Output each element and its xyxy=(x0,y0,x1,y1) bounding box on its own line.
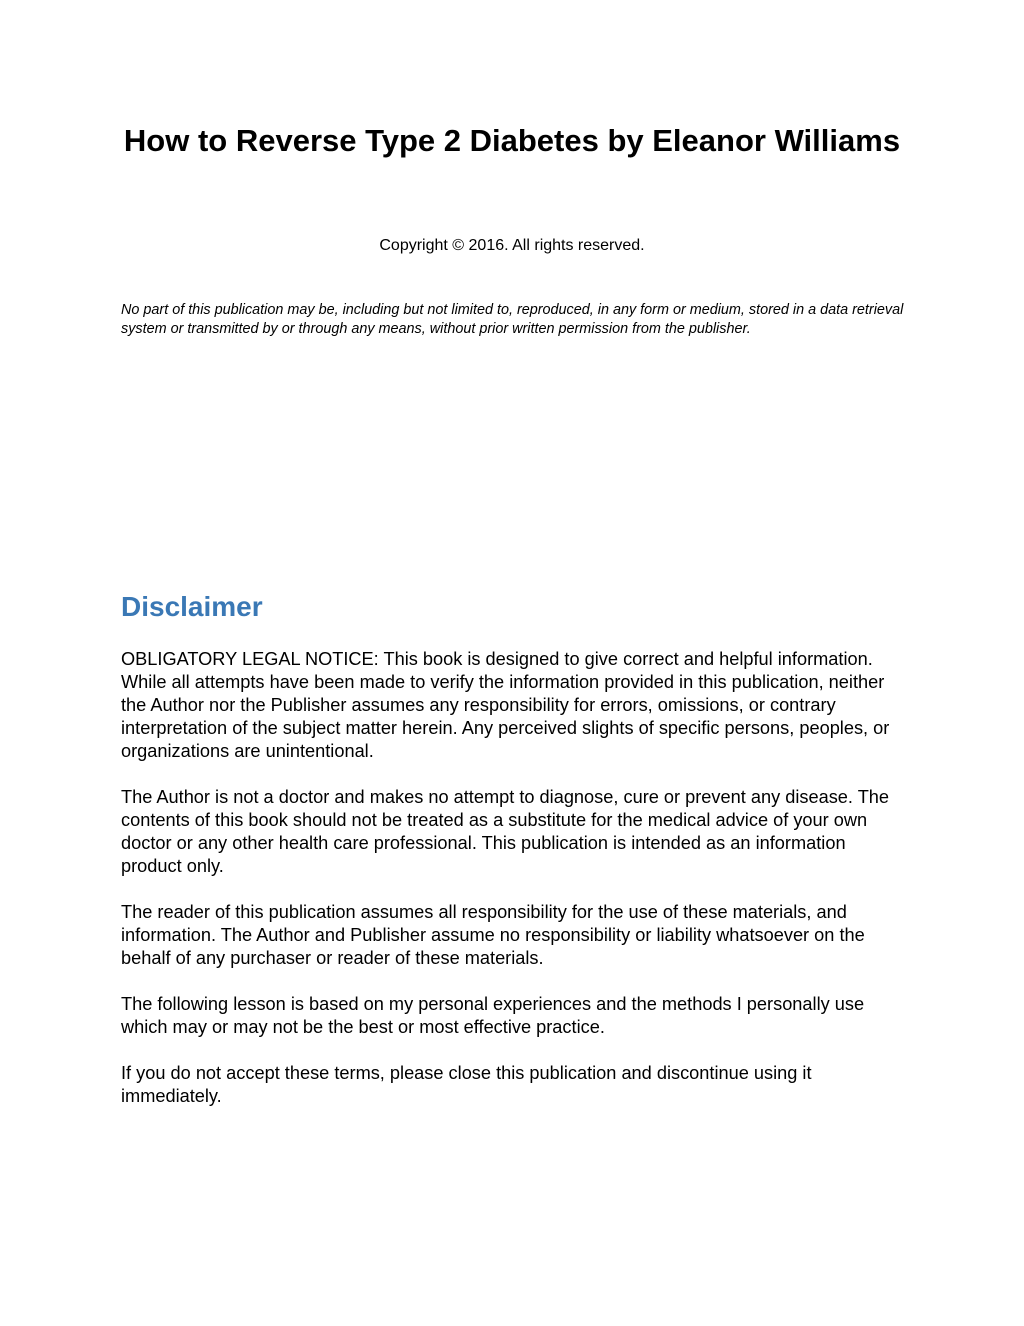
copyright-line: Copyright © 2016. All rights reserved. xyxy=(379,237,645,254)
disclaimer-paragraph-accept-terms: If you do not accept these terms, please close this publication and discontinue using it immediately. xyxy=(121,1063,812,1106)
disclaimer-heading: Disclaimer xyxy=(121,591,263,622)
disclaimer-paragraph-personal-experience: The following lesson is based on my personal experiences and the methods I personally use which may or may not be the best or most effective practice. xyxy=(121,994,865,1037)
disclaimer-paragraph-legal-notice: OBLIGATORY LEGAL NOTICE: This book is designed to give correct and helpful information. While all attempts have been made to verify the information provided in this publication, neither the Author nor the Publisher assumes any responsibility for errors, omissions, or contrary interpretation of the subject matter herein. Any perceived slights of specific persons, peoples, or organizations are unintentional. xyxy=(121,649,890,761)
disclaimer-body xyxy=(121,648,911,1131)
document-title: How to Reverse Type 2 Diabetes by Eleanor Williams xyxy=(123,123,901,158)
disclaimer-paragraph-reader-responsibility: The reader of this publication assumes all responsibility for the use of these materials, and information. The Author and Publisher assume no responsibility or liability whatsoever on the behalf of any purchaser or reader of these materials. xyxy=(121,902,865,968)
disclaimer-paragraph-not-a-doctor: The Author is not a doctor and makes no attempt to diagnose, cure or prevent any disease. The contents of this book should not be treated as a substitute for the medical advice of your own doctor or any other health care professional. This publication is intended as an information product only. xyxy=(121,787,890,876)
rights-notice: No part of this publication may be, including but not limited to, reproduced, in any form or medium, stored in a data retrieval system or transmitted by or through any means, without prior written permission from the publisher. xyxy=(121,302,904,337)
